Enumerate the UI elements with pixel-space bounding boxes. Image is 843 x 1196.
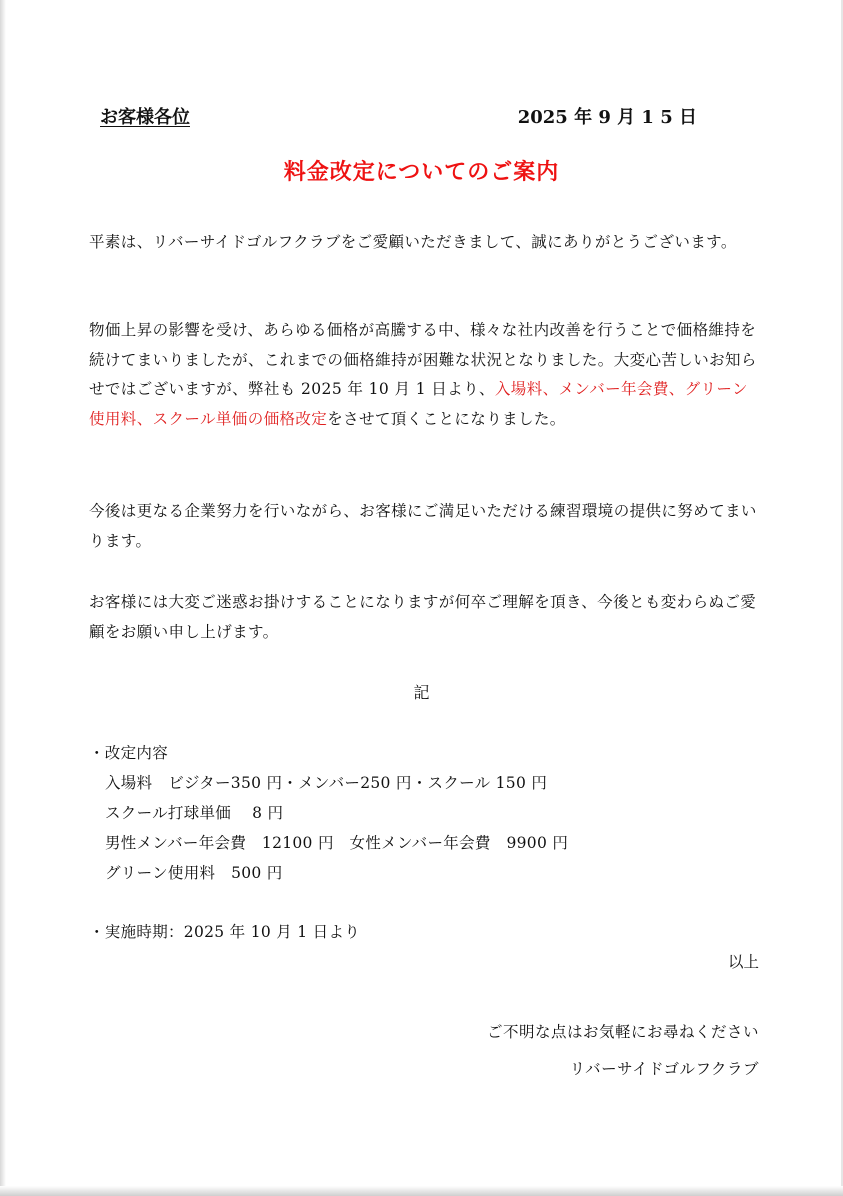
club-name: リバーサイドゴルフクラブ bbox=[569, 1060, 759, 1078]
paragraph-commitment: 今後は更なる企業努力を行いながら、お客様にご満足いただける練習環境の提供に努めてまいります。 bbox=[89, 502, 757, 550]
announcement-text-before: 物価上昇の影響を受け、あらゆる価格が高騰する中、様々な社内改善を行うことで価格維持を続けてまいりましたが、これまでの価格維持が困難な状況となりました。大変心苦しいお知らせではございますが、弊社も 2025 年 10 月 1 日より、 bbox=[89, 321, 757, 398]
changes-heading: ・改定内容 bbox=[89, 744, 169, 762]
announcement-text-after: をさせて頂くことになりました。 bbox=[327, 409, 566, 428]
change-item-green-fee: グリーン使用料 500 円 bbox=[105, 864, 283, 882]
paragraph-apology: お客様には大変ご迷惑お掛けすることになりますが何卒ご理解を頂き、今後とも変わらぬご愛顧をお願い申し上げます。 bbox=[89, 593, 757, 641]
ki-marker: 記 bbox=[413, 683, 430, 702]
changes-section bbox=[89, 738, 568, 888]
document-title: 料金改定についてのご案内 bbox=[283, 160, 560, 185]
change-item-entry-fee: 入場料 ビジター350 円・メンバー250 円・スクール 150 円 bbox=[105, 774, 548, 792]
page-shadow-bottom bbox=[0, 1186, 843, 1196]
paragraph-announcement bbox=[89, 316, 761, 434]
document-date: 2025 年 9 月 1 5 日 bbox=[517, 107, 697, 128]
closing-mark: 以上 bbox=[727, 953, 759, 971]
addressee: お客様各位 bbox=[100, 107, 190, 128]
announcement-highlight: 入場料、メンバー年会費、グリーン使用料、スクール単価の価格改定 bbox=[89, 380, 748, 428]
contact-note: ご不明な点はお気軽にお尋ねください bbox=[486, 1023, 759, 1041]
effective-date: ・実施時期：2025 年 10 月 1 日より bbox=[89, 923, 361, 941]
change-item-school-unit-price: スクール打球単価 8 円 bbox=[105, 804, 284, 822]
header-row bbox=[100, 103, 700, 129]
paragraph-greeting: 平素は、リバーサイドゴルフクラブをご愛顧いただきまして、誠にありがとうございます。 bbox=[89, 233, 737, 251]
change-item-annual-fee: 男性メンバー年会費 12100 円 女性メンバー年会費 9900 円 bbox=[105, 834, 569, 852]
